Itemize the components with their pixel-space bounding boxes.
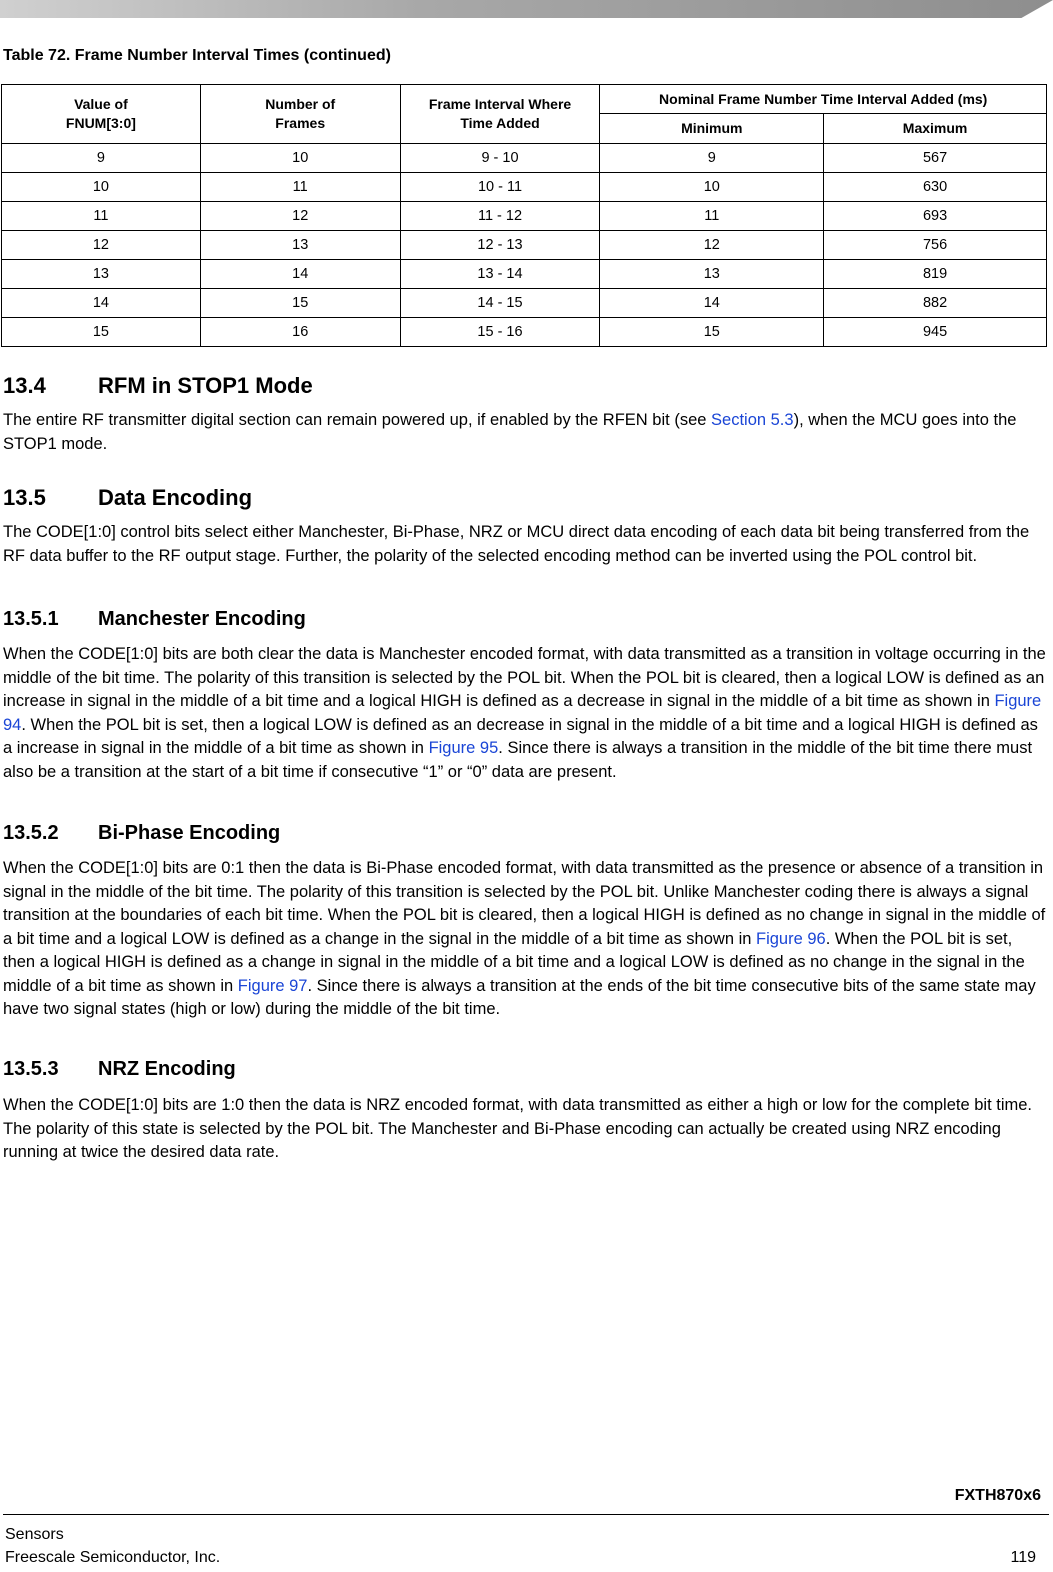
table-cell: 15 bbox=[2, 318, 201, 347]
table-cell: 12 - 13 bbox=[400, 231, 600, 260]
table-cell: 11 - 12 bbox=[400, 202, 600, 231]
table-cell: 9 bbox=[600, 144, 824, 173]
table-row bbox=[2, 202, 1047, 231]
footer-doc-id: FXTH870x6 bbox=[954, 1487, 1041, 1504]
table-cell: 13 bbox=[200, 231, 400, 260]
table-caption: Table 72. Frame Number Interval Times (continued) bbox=[3, 47, 391, 64]
table-cell: 14 bbox=[200, 260, 400, 289]
section-number: 13.5.1 bbox=[3, 608, 59, 630]
paragraph-13-5-3: When the CODE[1:0] bits are 1:0 then the data is NRZ encoded format, with data transmitted as either a high or low for the complete bit time. The polarity of this state is selected by the POL bit. The Manchester and Bi-Phase encoding can actually be created using NRZ encoding running at twice the desired data rate. bbox=[3, 1096, 1033, 1161]
link-section-5-3[interactable]: Section 5.3 bbox=[711, 411, 794, 429]
section-heading-13-5 bbox=[3, 485, 252, 511]
table-cell: 13 bbox=[2, 260, 201, 289]
table-cell: 10 - 11 bbox=[400, 173, 600, 202]
section-number: 13.5 bbox=[3, 485, 46, 510]
table-cell: 11 bbox=[600, 202, 824, 231]
table-cell: 10 bbox=[600, 173, 824, 202]
paragraph-13-5-2 bbox=[3, 857, 1047, 1022]
table-cell: 15 bbox=[600, 318, 824, 347]
text: . When the POL bit is set, then a logical LOW is defined as an decrease in signal in the middle of a bit time and a logical HIGH is defined as a increase in signal in the middle of a bit time as shown in bbox=[3, 715, 1038, 757]
section-heading-13-4 bbox=[3, 373, 313, 399]
link-figure-97[interactable]: Figure 97 bbox=[237, 976, 308, 995]
table-cell: 14 - 15 bbox=[400, 289, 600, 318]
section-title: Bi-Phase Encoding bbox=[98, 822, 281, 844]
footer-divider bbox=[3, 1514, 1049, 1515]
header-frames: Number of Frames bbox=[200, 85, 400, 144]
paragraph-13-5: The CODE[1:0] control bits select either Manchester, Bi-Phase, NRZ or MCU direct data encoding of each data bit being transferred from the RF data buffer to the RF output stage. Further, the polarity of the selected encoding method can be inverted using the POL control bit. bbox=[3, 523, 1030, 565]
table-cell: 693 bbox=[824, 202, 1047, 231]
section-title: NRZ Encoding bbox=[98, 1058, 236, 1080]
table-cell: 14 bbox=[600, 289, 824, 318]
table-row bbox=[2, 231, 1047, 260]
link-figure-96[interactable]: Figure 96 bbox=[756, 929, 826, 948]
header-maximum: Maximum bbox=[824, 114, 1047, 144]
table-cell: 16 bbox=[200, 318, 400, 347]
section-title: Data Encoding bbox=[98, 485, 253, 510]
paragraph-13-4 bbox=[3, 409, 1047, 456]
table-cell: 14 bbox=[2, 289, 201, 318]
table-cell: 9 - 10 bbox=[400, 144, 600, 173]
table-row bbox=[2, 318, 1047, 347]
header-interval: Frame Interval Where Time Added bbox=[400, 85, 600, 144]
table-row bbox=[2, 289, 1047, 318]
table-cell: 10 bbox=[2, 173, 201, 202]
link-figure-95[interactable]: Figure 95 bbox=[428, 739, 499, 757]
table-cell: 11 bbox=[2, 202, 201, 231]
table-cell: 12 bbox=[600, 231, 824, 260]
table-cell: 13 - 14 bbox=[400, 260, 600, 289]
table-row bbox=[2, 173, 1047, 202]
section-heading-13-5-2 bbox=[3, 822, 280, 845]
frame-interval-table bbox=[1, 84, 1047, 347]
table-body bbox=[2, 144, 1047, 347]
table-cell: 11 bbox=[200, 173, 400, 202]
table-cell: 945 bbox=[824, 318, 1047, 347]
paragraph-13-5-1 bbox=[3, 643, 1047, 784]
table-cell: 630 bbox=[824, 173, 1047, 202]
section-heading-13-5-1 bbox=[3, 608, 306, 631]
table-cell: 15 - 16 bbox=[400, 318, 600, 347]
text: When the CODE[1:0] bits are 0:1 then the data is Bi-Phase encoded format, with data transmitted as the presence or absence of a transition in signal in the middle of the bit time. The polarity of this transition is selected by the POL bit. Unlike Manchester coding there is always a signal transition at the boundaries of each bit time. When the POL bit is cleared, then a logical HIGH is defined as no change in signal in the middle of a bit time and a logical LOW is defined as a change in the signal in the middle of a bit time as shown in bbox=[3, 859, 1046, 948]
footer-category: Sensors bbox=[5, 1526, 64, 1543]
table-row bbox=[2, 144, 1047, 173]
table-cell: 15 bbox=[200, 289, 400, 318]
table-cell: 13 bbox=[600, 260, 824, 289]
section-number: 13.5.3 bbox=[3, 1058, 59, 1080]
page-number: 119 bbox=[1010, 1549, 1036, 1566]
section-heading-13-5-3 bbox=[3, 1058, 236, 1081]
header-fnum: Value of FNUM[3:0] bbox=[2, 85, 201, 144]
text: ), when the MCU goes into the STOP1 mode. bbox=[3, 411, 1017, 453]
text: When the CODE[1:0] bits are both clear the data is Manchester encoded format, with data transmitted as a transition in voltage occurring in the middle of the bit time. The polarity of this transition is selected by the POL bit. When the POL bit is cleared, then a logical LOW is defined as an increase in signal in the middle of a bit time and a logical HIGH is defined as a decrease in signal in the middle of a bit time as shown in bbox=[3, 645, 1046, 710]
header-bar bbox=[0, 0, 1053, 18]
header-nominal: Nominal Frame Number Time Interval Added (ms) bbox=[600, 85, 1047, 114]
table-cell: 756 bbox=[824, 231, 1047, 260]
table-cell: 819 bbox=[824, 260, 1047, 289]
table-cell: 567 bbox=[824, 144, 1047, 173]
link-figure-94[interactable]: Figure 94 bbox=[3, 692, 1042, 734]
section-title: RFM in STOP1 Mode bbox=[98, 373, 313, 398]
footer-company: Freescale Semiconductor, Inc. bbox=[5, 1549, 221, 1566]
table-cell: 10 bbox=[200, 144, 400, 173]
section-number: 13.5.2 bbox=[3, 822, 59, 844]
text: . Since there is always a transition at the ends of the bit time consecutive bits of the same state may have two signal states (high or low) during the middle of the bit time. bbox=[3, 976, 1036, 1018]
header-minimum: Minimum bbox=[600, 114, 824, 144]
table-cell: 9 bbox=[2, 144, 201, 173]
table-cell: 12 bbox=[2, 231, 201, 260]
section-title: Manchester Encoding bbox=[98, 608, 306, 630]
section-number: 13.4 bbox=[3, 373, 46, 398]
table-cell: 882 bbox=[824, 289, 1047, 318]
text: . When the POL bit is set, then a logical HIGH is defined as a change in signal in the middle of a bit time and a logical LOW is defined as no change in the signal in the middle of a bit time as shown in bbox=[3, 929, 1025, 995]
table-cell: 12 bbox=[200, 202, 400, 231]
text: . Since there is always a transition in the middle of the bit time there must also be a transition at the start of a bit time if consecutive “1” or “0” data are present. bbox=[3, 739, 1033, 781]
text: The entire RF transmitter digital section can remain powered up, if enabled by the RFEN bit (see bbox=[3, 411, 712, 429]
table-row bbox=[2, 260, 1047, 289]
